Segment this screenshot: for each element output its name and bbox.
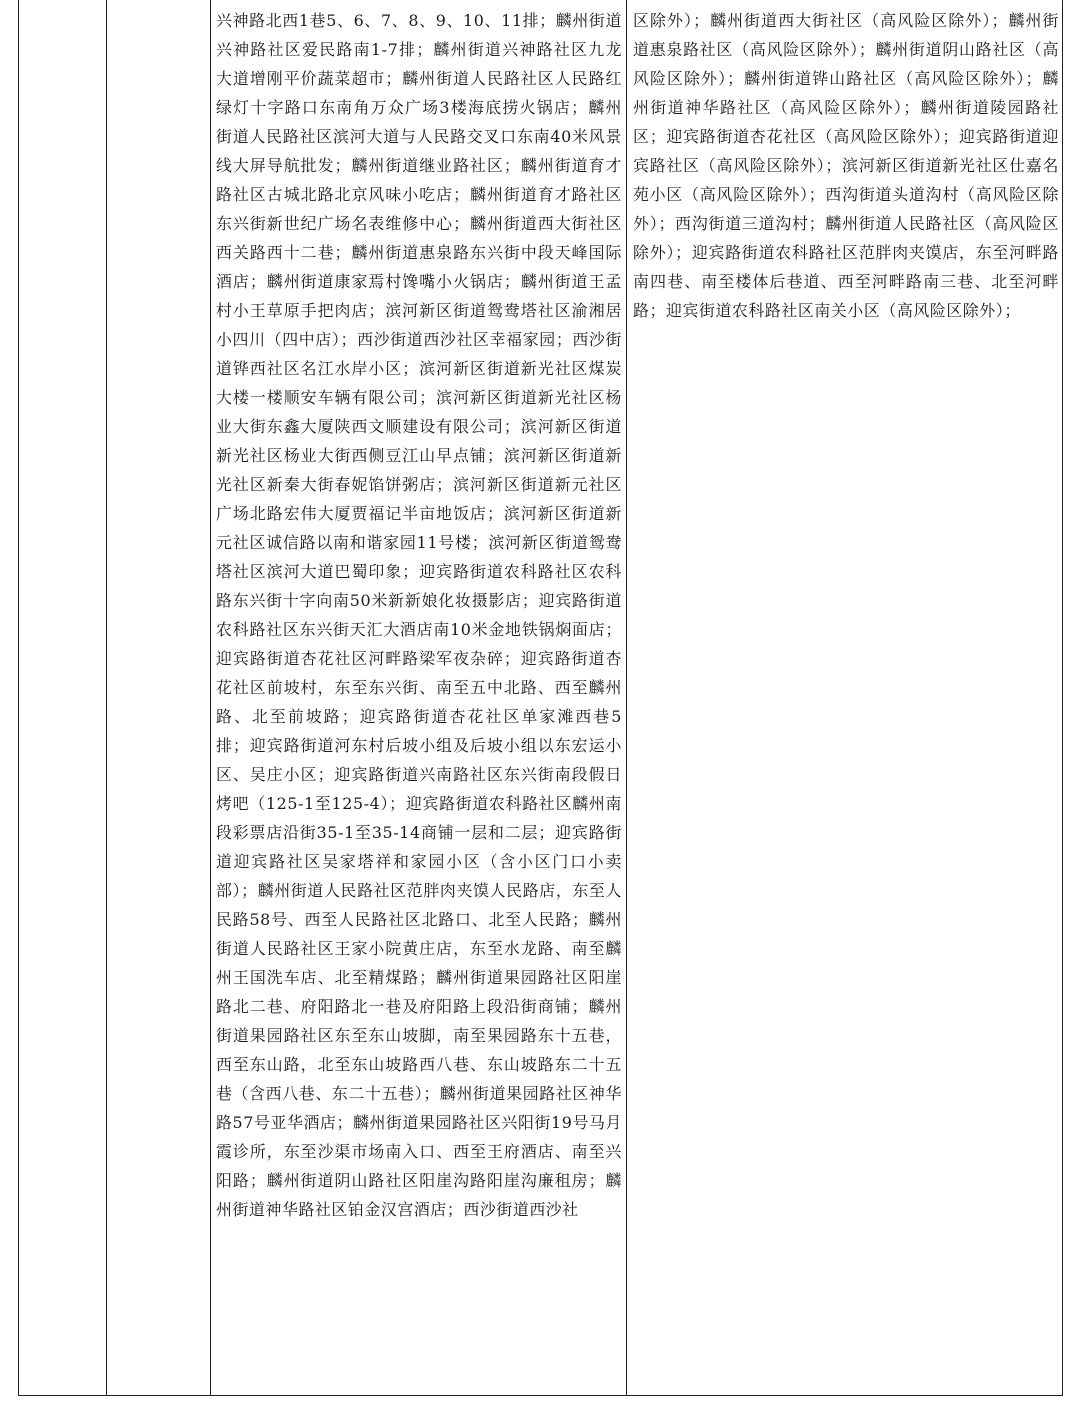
cell-text-medium-risk-areas: 区除外）；麟州街道西大街社区（高风险区除外）；麟州街道惠泉路社区（高风险区除外）；麟州街道阴山路社区（高风险区除外）；麟州街道铧山路社区（高风险区除外）；麟州街道神华路社区（高风险区除外）；麟州街道陵园路社区；迎宾路街道杏花社区（高风险区除外）；迎宾路街道迎宾路社区（高风险区除外）；滨河新区街道新光社区仕嘉名苑小区（高风险区除外）；西沟街道头道沟村（高风险区除外）；西沟街道三道沟村；麟州街道人民路社区（高风险区除外）；迎宾路街道农科路社区范胖肉夹馍店，东至河畔路南四巷、南至楼体后巷道、西至河畔路南三巷、北至河畔路；迎宾街道农科路社区南关小区（高风险区除外）； — [633, 11, 1059, 320]
table-cell-medium-risk-areas — [627, 0, 1064, 1395]
cell-text-county — [107, 0, 210, 6]
table-cell-index — [19, 0, 107, 1395]
table-cell-high-risk-areas — [211, 0, 627, 1395]
table-cell-county — [107, 0, 211, 1395]
cell-text-index — [19, 0, 106, 6]
data-table — [18, 0, 1063, 1396]
cell-text-high-risk-areas: 兴神路北西1巷5、6、7、8、9、10、11排；麟州街道兴神路社区爱民路南1-7排；麟州街道兴神路社区九龙大道增刚平价蔬菜超市；麟州街道人民路社区人民路红绿灯十字路口东南角万众广场3楼海底捞火锅店；麟州街道人民路社区滨河大道与人民路交叉口东南40米风景线大屏导航批发；麟州街道继业路社区；麟州街道育才路社区古城北路北京风味小吃店；麟州街道育才路社区东兴街新世纪广场名表维修中心；麟州街道西大街社区西关路西十二巷；麟州街道惠泉路东兴街中段天峰国际酒店；麟州街道康家焉村馋嘴小火锅店；麟州街道王孟村小王草原手把肉店；滨河新区街道鸳鸯塔社区渝湘居小四川（四中店）；西沙街道西沙社区幸福家园；西沙街道铧西社区名江水岸小区；滨河新区街道新光社区煤炭大楼一楼顺安车辆有限公司；滨河新区街道新光社区杨业大街东鑫大厦陕西文顺建设有限公司；滨河新区街道新光社区杨业大街西侧豆江山早点铺；滨河新区街道新光社区新秦大街春妮馅饼粥店；滨河新区街道新元社区广场北路宏伟大厦贾福记半亩地饭店；滨河新区街道新元社区诚信路以南和谐家园11号楼；滨河新区街道鸳鸯塔社区滨河大道巴蜀印象；迎宾路街道农科路社区农科路东兴街十字向南50米新新娘化妆摄影店；迎宾路街道农科路社区东兴街天汇大酒店南10米金地铁锅焖面店；迎宾路街道杏花社区河畔路梁军夜杂碎；迎宾路街道杏花社区前坡村，东至东兴街、南至五中北路、西至麟州路、北至前坡路；迎宾路街道杏花社区单家滩西巷5排；迎宾路街道河东村后坡小组及后坡小组以东宏运小区、吴庄小区；迎宾路街道兴南路社区东兴街南段假日烤吧（125-1至125-4）；迎宾路街道农科路社区麟州南段彩票店沿街35-1至35-14商铺一层和二层；迎宾路街道迎宾路社区吴家塔祥和家园小区（含小区门口小卖部）；麟州街道人民路社区范胖肉夹馍人民路店，东至人民路58号、西至人民路社区北路口、北至人民路；麟州街道人民路社区王家小院黄庄店，东至水龙路、南至麟州王国洗车店、北至精煤路；麟州街道果园路社区阳崖路北二巷、府阳路北一巷及府阳路上段沿街商铺；麟州街道果园路社区东至东山坡脚，南至果园路东十五巷，西至东山路，北至东山坡路西八巷、东山坡路东二十五巷（含西八巷、东二十五巷）；麟州街道果园路社区神华路57号亚华酒店；麟州街道果园路社区兴阳街19号马月霞诊所，东至沙渠市场南入口、西至王府酒店、南至兴阳路；麟州街道阴山路社区阳崖沟路阳崖沟廉租房；麟州街道神华路社区铂金汉宫酒店；西沙街道西沙社 — [216, 11, 622, 1219]
